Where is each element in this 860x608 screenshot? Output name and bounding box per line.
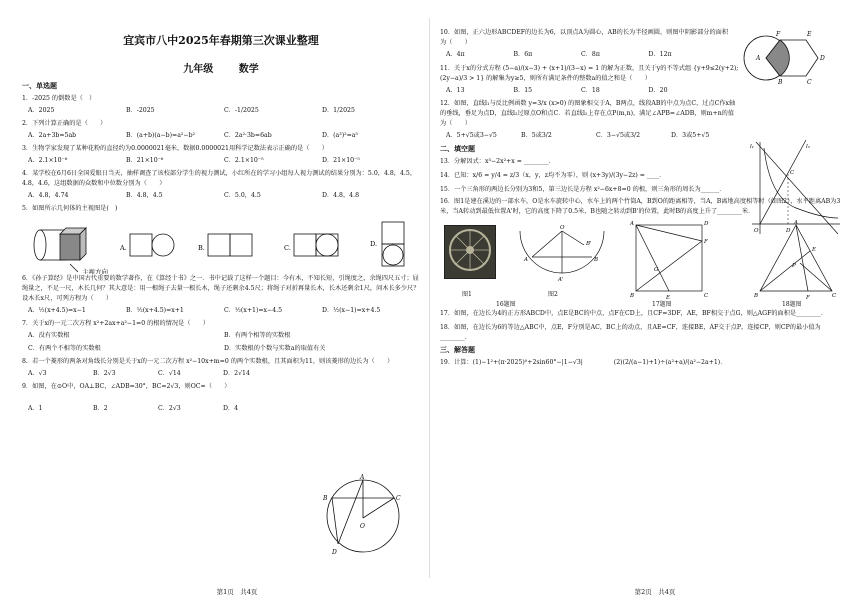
option-d-label: D. bbox=[370, 240, 378, 248]
question-10: 10．如图，正六边形ABCDEF的边长为6，以顶点A为圆心，AB的长为半径画圆，则图中阴影部分的面积为（ ） bbox=[440, 29, 729, 46]
question-6: 6．《孙子算经》是中国古代重要的数学著作，在《算经十书》之一．书中记载了这样一个题目：今有木，不知长短，引绳度之，余绳四尺五寸；屈绳量之，不足一尺，木长几何？其大意是：用一根绳子去量一根长木，绳子还剩余4.5尺；将绳子对折再量长木，长木还剩余1尺，问木长多少尺？设木长x尺，可列方程为（ ） bbox=[22, 275, 420, 302]
question-13: 13．分解因式：x³−2x²+x = ________． bbox=[440, 158, 555, 165]
caption-q17: 17题图 bbox=[652, 301, 672, 308]
point-a-label: A bbox=[794, 220, 798, 226]
section-heading: 二、填空题 bbox=[440, 144, 475, 153]
grade-label: 九年级 bbox=[183, 64, 214, 75]
question-12-options bbox=[446, 131, 746, 141]
question-15: 15．一个三角形的两边长分别为3和5，第三边长是方程 x²−6x+8=0 的根，则三角形的周长为______． bbox=[440, 186, 726, 193]
option: D．3或5+√5 bbox=[671, 132, 710, 139]
line-l2-label: l₂ bbox=[806, 144, 810, 150]
option: B．21×10⁻⁶ bbox=[126, 157, 164, 164]
option-a-label: A. bbox=[120, 244, 127, 252]
option: C．2a²·3b=6ab bbox=[224, 132, 272, 139]
option: C．-1/2025 bbox=[224, 107, 259, 114]
question-11-options bbox=[446, 86, 716, 96]
option: B．(a+b)(a−b)=a²−b² bbox=[126, 132, 196, 139]
point-p-label: P bbox=[792, 263, 796, 269]
point-a-label: A bbox=[360, 474, 365, 481]
exam-subtitle bbox=[22, 60, 420, 75]
page-footer: 第1页 共4页 bbox=[216, 588, 258, 596]
view-direction-label: 主视方向 bbox=[82, 268, 108, 274]
question-7-options bbox=[28, 331, 420, 341]
option: D．½(x−1)=x+4.5 bbox=[322, 307, 381, 314]
question-16: 16．图1是建在溪边的一部水车，O是水车旋转中心，水车上的两个竹筒A，B到O的距离相等，当A，B离地高度相等时（如图2），水平距离AB为3米，当A转动到最低位置A'时，它的高度下降了0.5米，B也随之转动到B'的位置，此时B的高度上升了________米． bbox=[440, 198, 841, 215]
point-b-label: B bbox=[754, 293, 759, 299]
figure-18-triangle bbox=[754, 219, 838, 299]
option: B．½(x+4.5)=x+1 bbox=[126, 307, 184, 314]
subject-label: 数学 bbox=[238, 64, 259, 75]
point-c-label: C bbox=[790, 170, 795, 176]
option: A．1 bbox=[28, 405, 43, 412]
option: B．有两个相等的实数根 bbox=[224, 332, 291, 339]
point-b-label: B bbox=[594, 257, 599, 263]
cylinder-end bbox=[34, 230, 46, 260]
point-f-label: F bbox=[806, 295, 810, 299]
option-b-square bbox=[230, 234, 252, 256]
view-arrow bbox=[70, 264, 78, 272]
segment-ad bbox=[338, 480, 363, 544]
waterwheel-icon bbox=[445, 226, 495, 278]
question-4: 4．某学校在6月6日全国爱眼日当天，抽样调查了该校部分学生的视力测试，小红所在的学习小组每人视力测试的结果分别为：5.0，4.8，4.5，4.8，4.6，这组数据的众数和中位数分别为（ ） bbox=[22, 170, 417, 187]
point-c-label: C bbox=[832, 293, 837, 299]
exam-title: 宜宾市八中2025年春期第三次课业整理 bbox=[123, 34, 319, 47]
caption-q16: 16题图 bbox=[496, 301, 516, 308]
point-o-label: O bbox=[360, 523, 365, 530]
point-c-label: C bbox=[807, 79, 812, 86]
question-12: 12．如图，直线l₁与反比例函数 y=3/x (x>0) 的图象相交于A，B两点，线段AB的中点为点C，过点C作x轴的垂线，垂足为点D，直线l₂过原点O和点C．若直线l₂上存在点P(m,n)，满足∠APB=∠ADB，则m+n的值为（ ） bbox=[440, 100, 736, 127]
option-c-square bbox=[294, 234, 316, 256]
question-6-options bbox=[28, 306, 420, 316]
option: C．½(x+1)=x−4.5 bbox=[224, 307, 283, 314]
segment-bd bbox=[332, 498, 338, 544]
option: C．有两个不相等的实数根 bbox=[28, 345, 101, 352]
question-2: 2．下列计算正确的是（ ） bbox=[22, 120, 107, 127]
option: B．4.8，4.5 bbox=[126, 192, 163, 199]
point-e-label: E bbox=[666, 295, 671, 299]
option: C．18 bbox=[581, 87, 600, 94]
caption-q18: 18题图 bbox=[782, 301, 802, 308]
option: B．15 bbox=[513, 87, 533, 94]
question-9: 9．如图，在⊙O中，OA⊥BC，∠ADB=30°，BC=2√3，则OC=（ ） bbox=[22, 383, 231, 390]
point-f-label: F bbox=[704, 239, 708, 245]
point-a-label: A bbox=[524, 257, 528, 263]
option-b-square bbox=[208, 234, 230, 256]
section-heading: 一、单选题 bbox=[22, 81, 57, 90]
question-11: 11．关于x的分式方程 (5−a)/(x−3) + (x+1)/(3−x) = 1 的解为正数，且关于y的不等式组 {y+9≤2(y+2); (2y−a)/3 > 1} 的解集为y≥5，则所有满足条件的整数a的值之和是（ ） bbox=[440, 65, 739, 82]
waterwheel-photo bbox=[444, 225, 496, 279]
figure-2-diagram bbox=[514, 221, 610, 287]
line-l2 bbox=[760, 140, 806, 224]
caption-fig1: 图1 bbox=[462, 291, 472, 298]
option: A．4.8，4.74 bbox=[28, 192, 69, 199]
figure-17-square bbox=[628, 219, 712, 299]
shaded-sector bbox=[766, 40, 789, 76]
page-right bbox=[430, 0, 860, 608]
point-b-label: B bbox=[630, 293, 635, 299]
option: A．2025 bbox=[28, 107, 55, 114]
hyperbola bbox=[764, 148, 838, 218]
radius bbox=[532, 231, 562, 257]
point-a-label: A bbox=[756, 55, 761, 62]
block-side bbox=[80, 228, 86, 260]
question-1: 1．-2025 的倒数是（ ） bbox=[22, 95, 96, 102]
segment-af bbox=[796, 225, 808, 291]
option: D．(a³)²=a⁵ bbox=[322, 132, 358, 139]
point-f-label: F bbox=[776, 31, 781, 38]
option-c-label: C. bbox=[284, 244, 291, 252]
question-18: 18．如图，在边长为6的等边△ABC中，点E，F分别是AC，BC上的动点，且AE=CF，连接BE，AF交于点P，连接CP，则CP的最小值为________． bbox=[440, 324, 821, 341]
question-10-hexagon-figure bbox=[736, 16, 836, 86]
option: B．2√3 bbox=[93, 370, 116, 377]
option: A．没有实数根 bbox=[28, 332, 70, 339]
option: D．1/2025 bbox=[322, 107, 355, 114]
option: A．13 bbox=[446, 87, 465, 94]
option-c-circle bbox=[316, 234, 338, 256]
option: D．4 bbox=[223, 405, 239, 412]
option: C．2√3 bbox=[158, 405, 181, 412]
option: B．6π bbox=[513, 51, 533, 58]
option: D．4.8，4.8 bbox=[322, 192, 360, 199]
option: C．8π bbox=[581, 51, 600, 58]
point-b-prime-label: B' bbox=[586, 241, 592, 247]
option: C．√14 bbox=[158, 370, 181, 377]
option: D．12π bbox=[648, 51, 672, 58]
radius-b bbox=[562, 231, 584, 245]
point-g-label: G bbox=[654, 267, 659, 273]
segment-bf bbox=[636, 241, 702, 291]
option: C．5.0，4.5 bbox=[224, 192, 261, 199]
segment-be bbox=[760, 251, 810, 291]
point-c-label: C bbox=[704, 293, 709, 299]
segment-oc bbox=[363, 498, 394, 518]
question-8: 8．若一个菱形的两条对角线长分别是关于x的一元二次方程 x²−10x+m=0 的两个实数根，且其面积为11，则该菱形的边长为（ ） bbox=[22, 358, 394, 365]
point-b-label: B bbox=[323, 495, 328, 502]
option: D．21×10⁻⁵ bbox=[322, 157, 360, 164]
question-7-options bbox=[28, 344, 420, 354]
caption-fig2: 图2 bbox=[548, 291, 558, 298]
point-c-label: C bbox=[396, 495, 401, 502]
question-5: 5．如图所示几何体的主视图是( ) bbox=[22, 205, 118, 212]
page-footer: 第2页 共4页 bbox=[634, 588, 676, 596]
option-d-circle bbox=[383, 245, 403, 265]
question-5-figures bbox=[22, 216, 420, 274]
option: C．2.1×10⁻⁵ bbox=[224, 157, 264, 164]
option: D．20 bbox=[648, 87, 668, 94]
point-o-label: O bbox=[754, 228, 759, 234]
block bbox=[60, 234, 80, 260]
section-heading: 三、解答题 bbox=[440, 345, 475, 354]
question-3-options bbox=[28, 156, 420, 166]
option: D．实数根的个数与实数a的取值有关 bbox=[224, 345, 326, 352]
option: A．2a+3b=5ab bbox=[28, 132, 77, 139]
point-b-label: B bbox=[778, 79, 783, 86]
option: A．2.1×10⁻⁶ bbox=[28, 157, 68, 164]
question-9-options bbox=[28, 404, 288, 414]
question-2-options bbox=[28, 131, 420, 141]
option: A．4π bbox=[446, 51, 465, 58]
option-d-square bbox=[382, 244, 404, 266]
figure-row bbox=[440, 219, 842, 309]
question-1-options bbox=[28, 106, 420, 116]
option-a-circle bbox=[152, 234, 174, 256]
question-14: 14．已知：x/6 = y/4 = z/3（x，y，z均不为零），则 (x+3y)/(3y−2z) = ____． bbox=[440, 172, 666, 179]
point-e-label: E bbox=[812, 247, 817, 253]
point-d-label: D bbox=[332, 549, 337, 556]
option-b-label: B. bbox=[198, 244, 205, 252]
point-a-label: A bbox=[630, 221, 634, 227]
option-a-square bbox=[130, 234, 152, 256]
question-19: 19．计算：(1)−1²+(π·2025)⁰+2sin60°−|1−√3| (2)(2/(a−1)+1)÷(a²+a)/(a²−2a+1)． bbox=[440, 359, 727, 366]
question-3: 3．生物学家发现了某种花粉的直径约为0.0000021毫米，数据0.0000021用科学记数法表示正确的是（ ） bbox=[22, 145, 328, 152]
question-7: 7．关于x的一元二次方程 x²+2ax+a²−1=0 的根的情况是（ ） bbox=[22, 320, 209, 327]
point-o-label: O bbox=[560, 225, 565, 231]
option: A．5+√5或3−√5 bbox=[446, 132, 497, 139]
point-d-label: D bbox=[820, 55, 825, 62]
line-l1-label: l₁ bbox=[750, 144, 754, 150]
option: B．5或3/2 bbox=[521, 132, 552, 139]
option: B．2 bbox=[93, 405, 108, 412]
point-a-prime-label: A' bbox=[558, 277, 564, 283]
option: D．2√14 bbox=[223, 370, 250, 377]
question-4-options bbox=[28, 191, 420, 201]
option-d-square bbox=[382, 222, 404, 244]
square-abcd bbox=[636, 225, 702, 291]
question-17: 17．如图，在边长为4的正方形ABCD中，点E是BC的中点，点F在CD上，且CF=3DF，AE，BF相交于点G，则△AGF的面积是________． bbox=[440, 310, 828, 317]
question-9-circle-figure bbox=[318, 474, 408, 568]
question-8-options bbox=[28, 369, 288, 379]
point-d-label: D bbox=[704, 221, 709, 227]
point-e-label: E bbox=[807, 31, 812, 38]
segment-ae bbox=[636, 225, 669, 291]
solid-figure-diagram bbox=[22, 216, 422, 274]
segment-cp bbox=[800, 263, 832, 291]
option: A．½(x+4.5)=x−1 bbox=[28, 307, 86, 314]
option: C．3−√5或3/2 bbox=[596, 132, 641, 139]
option: B．-2025 bbox=[126, 107, 155, 114]
point-d-label: D bbox=[786, 228, 791, 234]
option: A．√3 bbox=[28, 370, 47, 377]
segment-af bbox=[636, 225, 702, 241]
question-10-options bbox=[446, 50, 716, 60]
